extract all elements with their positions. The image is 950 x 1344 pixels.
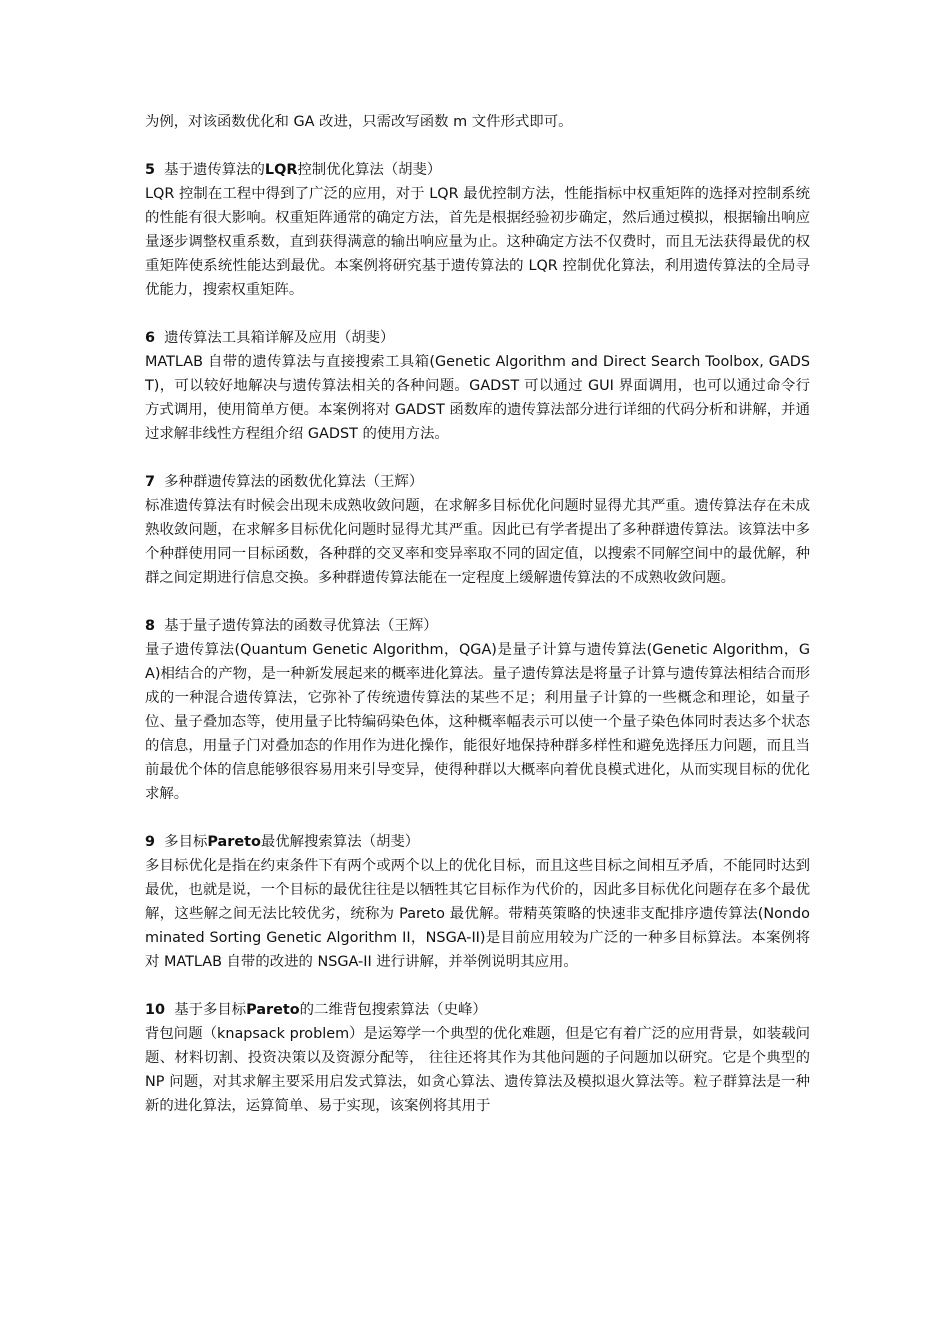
section-title-text: 基于遗传算法的 [164, 162, 265, 178]
section-6 [145, 326, 810, 446]
section-title-text-tail: 控制优化算法（胡斐） [297, 162, 442, 178]
section-body: 多目标优化是指在约束条件下有两个或两个以上的优化目标，而且这些目标之间相互矛盾，不能同时达到最优，也就是说，一个目标的最优往往是以牺牲其它目标作为代价的，因此多目标优化问题存在多个最优解，这些解之间无法比较优劣，统称为 Pareto 最优解。带精英策略的快速非支配排序遗传算法(Nondominated Sorting Genetic Algorithm II，NSGA-II)是目前应用较为广泛的一种多目标算法。本案例将对 MATLAB 自带的改进的 NSGA-II 进行讲解，并举例说明其应用。 [145, 858, 810, 970]
section-title-text-tail: 最优解搜索算法（胡斐） [260, 834, 420, 850]
section-body: 标准遗传算法有时候会出现未成熟收敛问题，在求解多目标优化问题时显得尤其严重。遗传算法存在未成熟收敛问题，在求解多目标优化问题时显得尤其严重。因此已有学者提出了多种群遗传算法。该算法中多个种群使用同一目标函数，各种群的交叉率和变异率取不同的固定值，以搜索不同解空间中的最优解，种群之间定期进行信息交换。多种群遗传算法能在一定程度上缓解遗传算法的不成熟收敛问题。 [145, 498, 810, 586]
section-title-emphasis: Pareto [246, 1002, 300, 1018]
section-body: LQR 控制在工程中得到了广泛的应用，对于 LQR 最优控制方法，性能指标中权重矩阵的选择对控制系统的性能有很大影响。权重矩阵通常的确定方法，首先是根据经验初步确定，然后通过模拟，根据输出响应量逐步调整权重系数，直到获得满意的输出响应量为止。这种确定方法不仅费时，而且无法获得最优的权重矩阵使系统性能达到最优。本案例将研究基于遗传算法的 LQR 控制优化算法，利用遗传算法的全局寻优能力，搜索权重矩阵。 [145, 186, 810, 298]
section-8 [145, 614, 810, 806]
section-title-emphasis: LQR [264, 162, 298, 178]
intro-paragraph: 为例，对该函数优化和 GA 改进，只需改写函数 m 文件形式即可。 [145, 114, 573, 130]
section-title [145, 158, 810, 182]
section-number: 7 [145, 474, 156, 490]
section-number: 8 [145, 618, 156, 634]
section-body: MATLAB 自带的遗传算法与直接搜索工具箱(Genetic Algorithm and Direct Search Toolbox, GADST)，可以较好地解决与遗传算法相关的各种问题。GADST 可以通过 GUI 界面调用，也可以通过命令行方式调用，使用简单方便。本案例将对 GADST 函数库的遗传算法部分进行详细的代码分析和讲解，并通过求解非线性方程组介绍 GADST 的使用方法。 [145, 354, 810, 442]
section-title-text: 多目标 [164, 834, 208, 850]
section-title [145, 614, 810, 638]
section-7 [145, 470, 810, 590]
section-body: 背包问题（knapsack problem）是运筹学一个典型的优化难题，但是它有着广泛的应用背景，如装载问题、材料切割、投资决策以及资源分配等， 往往还将其作为其他问题的子问题加以研究。它是个典型的 NP 问题，对其求解主要采用启发式算法，如贪心算法、遗传算法及模拟退火算法等。粒子群算法是一种新的进化算法，运算简单、易于实现，该案例将其用于 [145, 1026, 810, 1114]
section-9 [145, 830, 810, 974]
section-number: 6 [145, 330, 156, 346]
section-number: 5 [145, 162, 156, 178]
section-number: 10 [145, 1002, 166, 1018]
section-title [145, 470, 810, 494]
section-title-text: 遗传算法工具箱详解及应用（胡斐） [164, 330, 395, 346]
section-number: 9 [145, 834, 156, 850]
section-title-emphasis: Pareto [207, 834, 261, 850]
section-title-text: 基于多目标 [174, 1002, 247, 1018]
section-title-text-tail: 的二维背包搜索算法（史峰） [299, 1002, 487, 1018]
section-title-text: 多种群遗传算法的函数优化算法（王辉） [164, 474, 424, 490]
section-body: 量子遗传算法(Quantum Genetic Algorithm，QGA)是量子计算与遗传算法(Genetic Algorithm，GA)相结合的产物，是一种新发展起来的概率进化算法。量子遗传算法是将量子计算与遗传算法相结合而形成的一种混合遗传算法，它弥补了传统遗传算法的某些不足；利用量子计算的一些概念和理论，如量子位、量子叠加态等，使用量子比特编码染色体，这种概率幅表示可以使一个量子染色体同时表达多个状态的信息，用量子门对叠加态的作用作为进化操作，能很好地保持种群多样性和避免选择压力问题，而且当前最优个体的信息能够很容易用来引导变异，使得种群以大概率向着优良模式进化，从而实现目标的优化求解。 [145, 642, 810, 802]
section-10 [145, 998, 810, 1118]
section-title [145, 830, 810, 854]
document-page [145, 110, 810, 1118]
section-title [145, 326, 810, 350]
section-5 [145, 158, 810, 302]
section-title [145, 998, 810, 1022]
section-title-text: 基于量子遗传算法的函数寻优算法（王辉） [164, 618, 438, 634]
